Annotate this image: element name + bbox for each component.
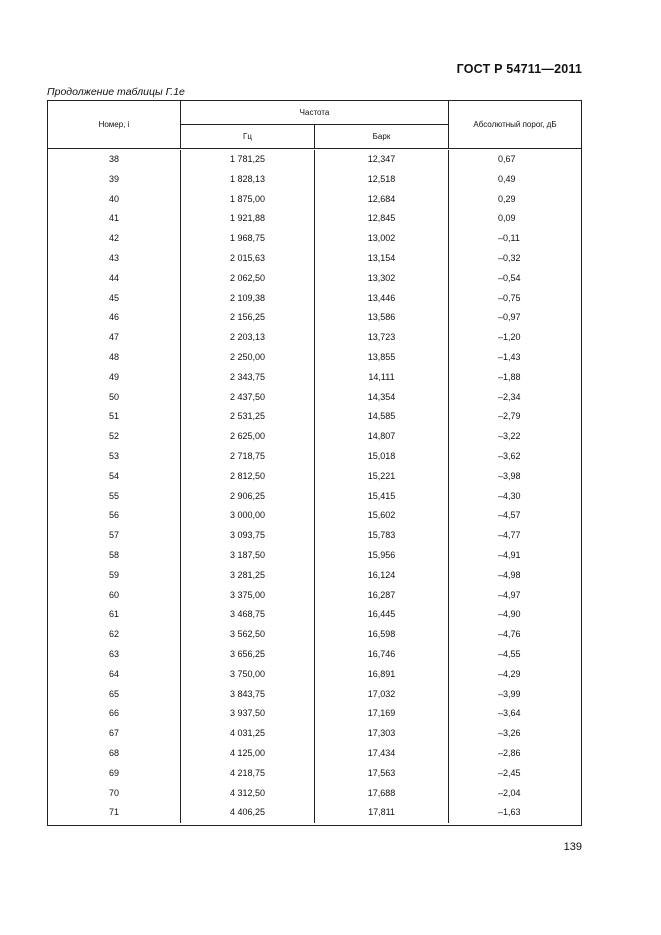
cell-threshold: –1,88: [498, 371, 521, 382]
cell-hz: 3 281,25: [181, 566, 315, 586]
cell-bark: 15,956: [315, 546, 449, 566]
cell-number: 69: [48, 764, 181, 784]
table-row: [48, 724, 581, 744]
header-bark: Барк: [315, 125, 449, 148]
cell-bark: 14,807: [315, 427, 449, 447]
cell-hz: 4 031,25: [181, 724, 315, 744]
cell-bark: 13,154: [315, 249, 449, 269]
cell-number: 70: [48, 784, 181, 804]
cell-number: 54: [48, 467, 181, 487]
cell-bark: 17,169: [315, 704, 449, 724]
cell-number: 68: [48, 744, 181, 764]
cell-bark: 16,891: [315, 665, 449, 685]
table-row: [48, 150, 581, 170]
cell-bark: 15,602: [315, 506, 449, 526]
cell-hz: 3 937,50: [181, 704, 315, 724]
cell-threshold: –4,55: [498, 648, 521, 659]
cell-threshold: –2,79: [498, 411, 521, 422]
cell-threshold: –3,64: [498, 708, 521, 719]
cell-hz: 2 437,50: [181, 388, 315, 408]
table-row: [48, 407, 581, 427]
cell-hz: 2 812,50: [181, 467, 315, 487]
cell-number: 62: [48, 625, 181, 645]
table-row: [48, 803, 581, 823]
cell-hz: 4 312,50: [181, 784, 315, 804]
header-threshold: Абсолютный порог, дБ: [473, 120, 557, 129]
cell-bark: 17,688: [315, 784, 449, 804]
cell-hz: 2 625,00: [181, 427, 315, 447]
cell-number: 66: [48, 704, 181, 724]
cell-number: 56: [48, 506, 181, 526]
table-row: [48, 526, 581, 546]
cell-threshold: –1,20: [498, 332, 521, 343]
cell-bark: 15,221: [315, 467, 449, 487]
cell-number: 51: [48, 407, 181, 427]
cell-hz: 3 000,00: [181, 506, 315, 526]
cell-number: 61: [48, 605, 181, 625]
cell-bark: 14,354: [315, 388, 449, 408]
cell-bark: 12,518: [315, 170, 449, 190]
cell-number: 39: [48, 170, 181, 190]
cell-number: 59: [48, 566, 181, 586]
cell-threshold: –3,26: [498, 728, 521, 739]
table-row: [48, 744, 581, 764]
cell-threshold: –4,97: [498, 589, 521, 600]
table-row: [48, 487, 581, 507]
table-row: [48, 665, 581, 685]
cell-threshold: –2,45: [498, 767, 521, 778]
cell-threshold: –0,75: [498, 292, 521, 303]
standard-designation: ГОСТ Р 54711—2011: [456, 62, 582, 76]
cell-hz: 2 343,75: [181, 368, 315, 388]
data-table: [47, 100, 582, 826]
cell-number: 58: [48, 546, 181, 566]
table-row: [48, 388, 581, 408]
table-row: [48, 784, 581, 804]
cell-number: 71: [48, 803, 181, 823]
cell-bark: 17,811: [315, 803, 449, 823]
cell-threshold: –3,98: [498, 470, 521, 481]
cell-bark: 16,598: [315, 625, 449, 645]
cell-threshold: –3,99: [498, 688, 521, 699]
cell-number: 57: [48, 526, 181, 546]
cell-hz: 4 406,25: [181, 803, 315, 823]
cell-number: 45: [48, 289, 181, 309]
cell-bark: 16,287: [315, 586, 449, 606]
cell-bark: 12,684: [315, 190, 449, 210]
cell-threshold: –3,22: [498, 431, 521, 442]
cell-hz: 2 250,00: [181, 348, 315, 368]
table-row: [48, 506, 581, 526]
cell-hz: 3 468,75: [181, 605, 315, 625]
cell-number: 44: [48, 269, 181, 289]
table-row: [48, 605, 581, 625]
cell-hz: 2 906,25: [181, 487, 315, 507]
cell-bark: 15,415: [315, 487, 449, 507]
cell-hz: 2 015,63: [181, 249, 315, 269]
cell-hz: 3 656,25: [181, 645, 315, 665]
cell-threshold: –4,76: [498, 629, 521, 640]
cell-bark: 17,303: [315, 724, 449, 744]
cell-number: 43: [48, 249, 181, 269]
table-row: [48, 249, 581, 269]
cell-threshold: –4,90: [498, 609, 521, 620]
cell-hz: 1 968,75: [181, 229, 315, 249]
cell-hz: 3 750,00: [181, 665, 315, 685]
table-body: [48, 149, 581, 825]
cell-hz: 3 375,00: [181, 586, 315, 606]
table-row: [48, 269, 581, 289]
table-row: [48, 328, 581, 348]
cell-number: 48: [48, 348, 181, 368]
cell-number: 42: [48, 229, 181, 249]
cell-threshold: –0,11: [498, 233, 520, 244]
cell-bark: 16,746: [315, 645, 449, 665]
cell-threshold: –4,57: [498, 510, 521, 521]
table-row: [48, 566, 581, 586]
cell-hz: 3 093,75: [181, 526, 315, 546]
cell-hz: 2 718,75: [181, 447, 315, 467]
table-row: [48, 447, 581, 467]
cell-bark: 15,783: [315, 526, 449, 546]
cell-hz: 1 781,25: [181, 150, 315, 170]
cell-bark: 15,018: [315, 447, 449, 467]
cell-threshold: –3,62: [498, 450, 521, 461]
cell-bark: 13,446: [315, 289, 449, 309]
table-row: [48, 289, 581, 309]
table-row: [48, 645, 581, 665]
cell-threshold: –4,29: [498, 668, 521, 679]
cell-bark: 16,124: [315, 566, 449, 586]
cell-threshold: –4,91: [498, 549, 521, 560]
cell-number: 50: [48, 388, 181, 408]
page-number: 139: [563, 841, 582, 853]
cell-hz: 1 921,88: [181, 209, 315, 229]
cell-hz: 3 562,50: [181, 625, 315, 645]
cell-hz: 3 843,75: [181, 685, 315, 705]
cell-threshold: –0,54: [498, 272, 521, 283]
table-row: [48, 209, 581, 229]
cell-bark: 13,586: [315, 308, 449, 328]
cell-threshold: –4,77: [498, 530, 521, 541]
table-row: [48, 586, 581, 606]
cell-number: 49: [48, 368, 181, 388]
cell-number: 55: [48, 487, 181, 507]
cell-number: 40: [48, 190, 181, 210]
cell-bark: 13,855: [315, 348, 449, 368]
cell-hz: 3 187,50: [181, 546, 315, 566]
cell-threshold: 0,09: [498, 213, 516, 224]
cell-hz: 2 109,38: [181, 289, 315, 309]
cell-number: 41: [48, 209, 181, 229]
table-row: [48, 625, 581, 645]
cell-hz: 4 218,75: [181, 764, 315, 784]
cell-number: 53: [48, 447, 181, 467]
cell-number: 38: [48, 150, 181, 170]
cell-threshold: –0,97: [498, 312, 521, 323]
table-row: [48, 764, 581, 784]
cell-threshold: 0,67: [498, 154, 516, 164]
cell-hz: 4 125,00: [181, 744, 315, 764]
cell-bark: 13,002: [315, 229, 449, 249]
cell-number: 64: [48, 665, 181, 685]
table-row: [48, 308, 581, 328]
cell-threshold: –1,63: [498, 807, 521, 818]
cell-threshold: –0,32: [498, 252, 521, 263]
header-frequency: Частота: [181, 101, 449, 125]
cell-number: 52: [48, 427, 181, 447]
table-row: [48, 229, 581, 249]
cell-hz: 1 828,13: [181, 170, 315, 190]
cell-number: 67: [48, 724, 181, 744]
cell-threshold: 0,49: [498, 173, 516, 184]
cell-number: 60: [48, 586, 181, 606]
table-row: [48, 704, 581, 724]
cell-bark: 17,032: [315, 685, 449, 705]
table-row: [48, 467, 581, 487]
table-row: [48, 368, 581, 388]
cell-bark: 16,445: [315, 605, 449, 625]
cell-threshold: –2,04: [498, 787, 521, 798]
cell-number: 47: [48, 328, 181, 348]
cell-number: 46: [48, 308, 181, 328]
cell-hz: 2 156,25: [181, 308, 315, 328]
cell-number: 63: [48, 645, 181, 665]
cell-bark: 17,563: [315, 764, 449, 784]
cell-threshold: 0,29: [498, 193, 516, 204]
cell-threshold: –2,86: [498, 747, 521, 758]
table-row: [48, 170, 581, 190]
cell-threshold: –4,30: [498, 490, 521, 501]
table-row: [48, 427, 581, 447]
cell-bark: 17,434: [315, 744, 449, 764]
cell-bark: 12,845: [315, 209, 449, 229]
cell-threshold: –1,43: [498, 351, 521, 362]
cell-number: 65: [48, 685, 181, 705]
header-number: Номер, i: [48, 101, 181, 148]
cell-hz: 2 203,13: [181, 328, 315, 348]
cell-hz: 2 531,25: [181, 407, 315, 427]
cell-threshold: –2,34: [498, 391, 521, 402]
table-header: [48, 101, 581, 149]
cell-bark: 13,723: [315, 328, 449, 348]
cell-hz: 2 062,50: [181, 269, 315, 289]
table-row: [48, 348, 581, 368]
cell-bark: 12,347: [315, 150, 449, 170]
cell-bark: 14,585: [315, 407, 449, 427]
table-row: [48, 685, 581, 705]
table-row: [48, 546, 581, 566]
table-caption: Продолжение таблицы Г.1е: [47, 86, 185, 98]
header-hz: Гц: [181, 125, 315, 148]
cell-hz: 1 875,00: [181, 190, 315, 210]
cell-bark: 14,111: [315, 368, 449, 388]
cell-threshold: –4,98: [498, 569, 521, 580]
table-row: [48, 190, 581, 210]
cell-bark: 13,302: [315, 269, 449, 289]
